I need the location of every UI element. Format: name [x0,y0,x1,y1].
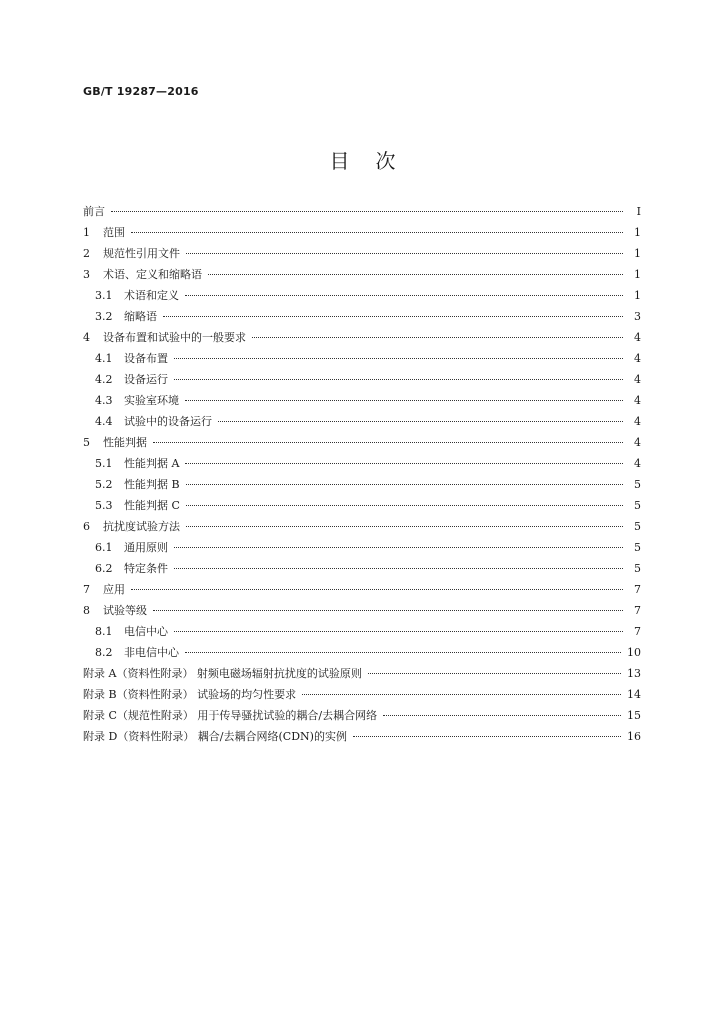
toc-entry[interactable] [83,434,641,455]
toc-entry-page: 5 [634,541,641,554]
toc-dot-leader [131,589,623,590]
toc-entry-number: 3 [83,268,90,281]
toc-entry[interactable] [83,644,641,665]
toc-entry[interactable] [83,518,641,539]
toc-entry-number: 4.2 [95,373,113,386]
toc-entry-title: 抗扰度试验方法 [103,520,180,533]
toc-entry-page: 5 [634,499,641,512]
toc-entry-title: 附录 A（资料性附录） 射频电磁场辐射抗扰度的试验原则 [83,667,362,680]
toc-entry-number: 4.3 [95,394,113,407]
toc-entry[interactable] [83,287,641,308]
toc-entry-number: 3.2 [95,310,113,323]
toc-entry-page: 4 [634,373,641,386]
toc-entry[interactable] [83,371,641,392]
toc-entry-number: 8.2 [95,646,113,659]
toc-entry[interactable] [83,350,641,371]
toc-entry-title: 范围 [103,226,125,239]
toc-entry-title: 设备布置 [124,352,168,365]
toc-entry-page: 7 [634,625,641,638]
toc-entry-page: 1 [634,268,641,281]
toc-entry-title: 术语和定义 [124,289,179,302]
toc-entry-page: 4 [634,352,641,365]
toc-entry[interactable] [83,581,641,602]
toc-entry-title: 术语、定义和缩略语 [103,268,202,281]
standard-code: GB/T 19287—2016 [83,85,199,98]
toc-entry-page: 14 [627,688,641,701]
toc-entry-page: 16 [627,730,641,743]
toc-entry-page: 5 [634,478,641,491]
toc-entry[interactable] [83,266,641,287]
toc-entry-page: 13 [627,667,641,680]
table-of-contents [83,203,641,749]
toc-dot-leader [185,400,623,401]
toc-dot-leader [111,211,623,212]
toc-dot-leader [174,358,623,359]
toc-entry-title: 实验室环境 [124,394,179,407]
toc-dot-leader [218,421,623,422]
toc-entry[interactable] [83,623,641,644]
toc-dot-leader [174,631,623,632]
toc-entry-number: 5.1 [95,457,113,470]
toc-dot-leader [368,673,621,674]
toc-entry-page: 4 [634,331,641,344]
toc-entry-page: 10 [627,646,641,659]
toc-dot-leader [185,463,623,464]
toc-dot-leader [185,295,623,296]
toc-entry-number: 6.1 [95,541,113,554]
toc-entry-number: 5.3 [95,499,113,512]
toc-dot-leader [174,547,623,548]
toc-entry[interactable] [83,245,641,266]
toc-entry-title: 试验中的设备运行 [124,415,212,428]
toc-dot-leader [302,694,621,695]
toc-entry[interactable] [83,728,641,749]
toc-entry-page: 4 [634,394,641,407]
toc-entry-number: 5 [83,436,90,449]
toc-entry-title: 应用 [103,583,125,596]
toc-entry-number: 8.1 [95,625,113,638]
toc-entry-title: 附录 C（规范性附录） 用于传导骚扰试验的耦合/去耦合网络 [83,709,378,722]
toc-entry-number: 4.4 [95,415,113,428]
toc-entry-number: 3.1 [95,289,113,302]
toc-entry-title: 缩略语 [124,310,157,323]
toc-entry-number: 6 [83,520,90,533]
toc-entry[interactable] [83,476,641,497]
toc-entry[interactable] [83,539,641,560]
toc-entry-title: 附录 B（资料性附录） 试验场的均匀性要求 [83,688,297,701]
toc-entry-number: 7 [83,583,90,596]
toc-entry-number: 4.1 [95,352,113,365]
toc-entry-page: Ⅰ [636,205,641,218]
toc-dot-leader [186,253,623,254]
toc-entry-page: 3 [634,310,641,323]
toc-entry-title: 性能判据 B [124,478,180,491]
toc-entry-title: 性能判据 [103,436,147,449]
toc-dot-leader [131,232,623,233]
toc-entry[interactable] [83,203,641,224]
toc-entry[interactable] [83,665,641,686]
toc-entry-number: 2 [83,247,90,260]
toc-entry[interactable] [83,392,641,413]
toc-dot-leader [383,715,621,716]
toc-entry-title: 非电信中心 [124,646,179,659]
toc-entry-number: 8 [83,604,90,617]
toc-entry-title: 设备运行 [124,373,168,386]
toc-entry-page: 15 [627,709,641,722]
toc-dot-leader [174,568,623,569]
toc-entry[interactable] [83,455,641,476]
toc-entry-number: 4 [83,331,90,344]
toc-dot-leader [252,337,623,338]
toc-entry-number: 6.2 [95,562,113,575]
toc-entry[interactable] [83,560,641,581]
toc-entry-title: 设备布置和试验中的一般要求 [103,331,246,344]
page-title: 目次 [329,149,422,173]
toc-entry-title: 通用原则 [124,541,168,554]
toc-entry[interactable] [83,329,641,350]
toc-entry-title: 电信中心 [124,625,168,638]
toc-entry-page: 4 [634,436,641,449]
toc-entry[interactable] [83,308,641,329]
toc-dot-leader [186,484,623,485]
toc-dot-leader [186,505,623,506]
toc-dot-leader [163,316,623,317]
toc-entry-title: 试验等级 [103,604,147,617]
toc-entry-page: 5 [634,562,641,575]
toc-dot-leader [153,610,623,611]
toc-entry-page: 7 [634,583,641,596]
toc-dot-leader [185,652,621,653]
toc-entry[interactable] [83,686,641,707]
toc-entry[interactable] [83,224,641,245]
toc-entry-title: 附录 D（资料性附录） 耦合/去耦合网络(CDN)的实例 [83,730,347,743]
toc-entry-title: 性能判据 A [124,457,180,470]
toc-entry-number: 5.2 [95,478,113,491]
toc-entry-page: 5 [634,520,641,533]
toc-entry-title: 特定条件 [124,562,168,575]
toc-entry-title: 规范性引用文件 [103,247,180,260]
toc-entry-page: 1 [634,226,641,239]
toc-entry-number: 1 [83,226,90,239]
toc-entry-title: 性能判据 C [124,499,180,512]
toc-dot-leader [208,274,623,275]
toc-entry-page: 1 [634,289,641,302]
toc-entry-title: 前言 [83,205,105,218]
toc-dot-leader [174,379,623,380]
toc-entry-page: 7 [634,604,641,617]
toc-entry[interactable] [83,497,641,518]
toc-entry-page: 4 [634,457,641,470]
toc-entry[interactable] [83,707,641,728]
toc-entry[interactable] [83,413,641,434]
toc-dot-leader [353,736,621,737]
toc-dot-leader [153,442,623,443]
toc-entry-page: 4 [634,415,641,428]
toc-entry-page: 1 [634,247,641,260]
toc-entry[interactable] [83,602,641,623]
toc-dot-leader [186,526,623,527]
